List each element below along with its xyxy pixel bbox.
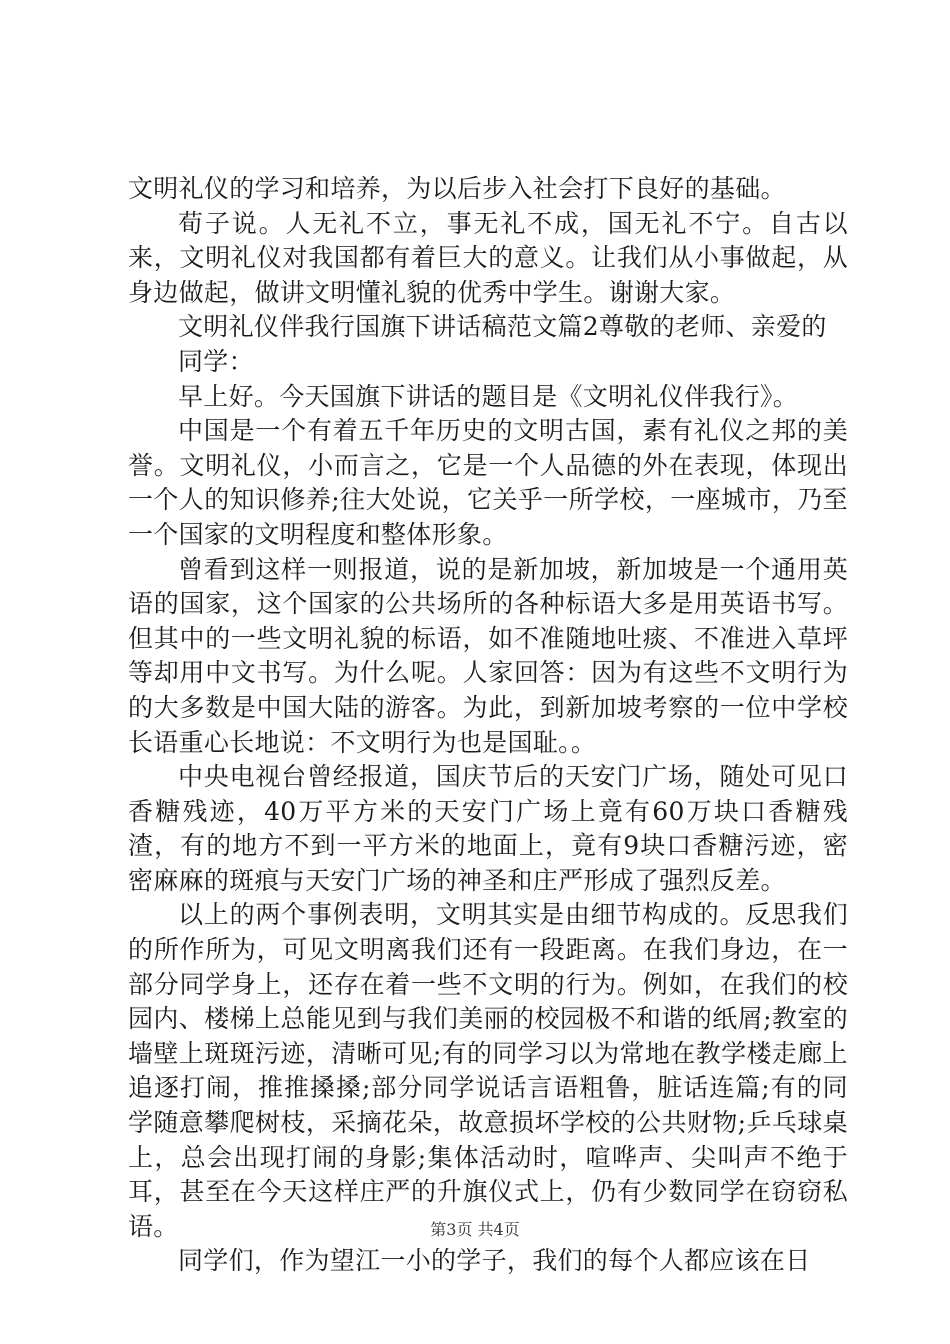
document-body [128,172,848,1279]
paragraph-6: 中国是一个有着五千年历史的文明古国，素有礼仪之邦的美誉。文明礼仪，小而言之，它是一个人品德的外在表现，体现出一个人的知识修养;往大处说，它关乎一所学校，一座城市，乃至一个国家的文明程度和整体形象。 [128,416,848,549]
paragraph-2: 荀子说。人无礼不立，事无礼不成，国无礼不宁。自古以来，文明礼仪对我国都有着巨大的意义。让我们从小事做起，从身边做起，做讲文明懂礼貌的优秀中学生。谢谢大家。 [128,208,848,307]
paragraph-5: 早上好。今天国旗下讲话的题目是《文明礼仪伴我行》。 [178,381,799,411]
paragraph-1: 文明礼仪的学习和培养，为以后步入社会打下良好的基础。 [128,174,786,203]
paragraph-9: 以上的两个事例表明，文明其实是由细节构成的。反思我们的所作所为，可见文明离我们还有一段距离。在我们身边，在一部分同学身上，还存在着一些不文明的行为。例如，在我们的校园内、楼梯上总能见到与我们美丽的校园极不和谐的纸屑;教室的墙壁上斑斑污迹，清晰可见;有的同学习以为常地在教学楼走廊上追逐打闹，推推搡搡;部分同学说话言语粗鲁，脏话连篇;有的同学随意攀爬树枝，采摘花朵，故意损坏学校的公共财物;乒乓球桌上，总会出现打闹的身影;集体活动时，喧哗声、尖叫声不绝于耳，甚至在今天这样庄严的升旗仪式上，仍有少数同学在窃窃私语。 [128,900,849,1241]
paragraph-8: 中央电视台曾经报道，国庆节后的天安门广场，随处可见口香糖残迹，40万平方米的天安门广场上竟有60万块口香糖残渣，有的地方不到一平方米的地面上，竟有9块口香糖污迹，密密麻麻的斑痕与天安门广场的神圣和庄严形成了强烈反差。 [128,762,848,895]
paragraph-4-salutation: 同学： [178,346,254,376]
paragraph-3-heading: 文明礼仪伴我行国旗下讲话稿范文篇2尊敬的老师、亲爱的 [178,312,827,342]
paragraph-7: 曾看到这样一则报道，说的是新加坡，新加坡是一个通用英语的国家，这个国家的公共场所的各种标语大多是用英语书写。但其中的一些文明礼貌的标语，如不准随地吐痰、不准进入草坪等却用中文书写。为什么呢。人家回答：因为有这些不文明行为的大多数是中国大陆的游客。为此，到新加坡考察的一位中学校长语重心长地说：不文明行为也是国耻。。 [128,554,848,757]
page-footer: 第3页 共4页 [430,1220,520,1239]
paragraph-10: 同学们，作为望江一小的学子，我们的每个人都应该在日 [178,1246,811,1276]
